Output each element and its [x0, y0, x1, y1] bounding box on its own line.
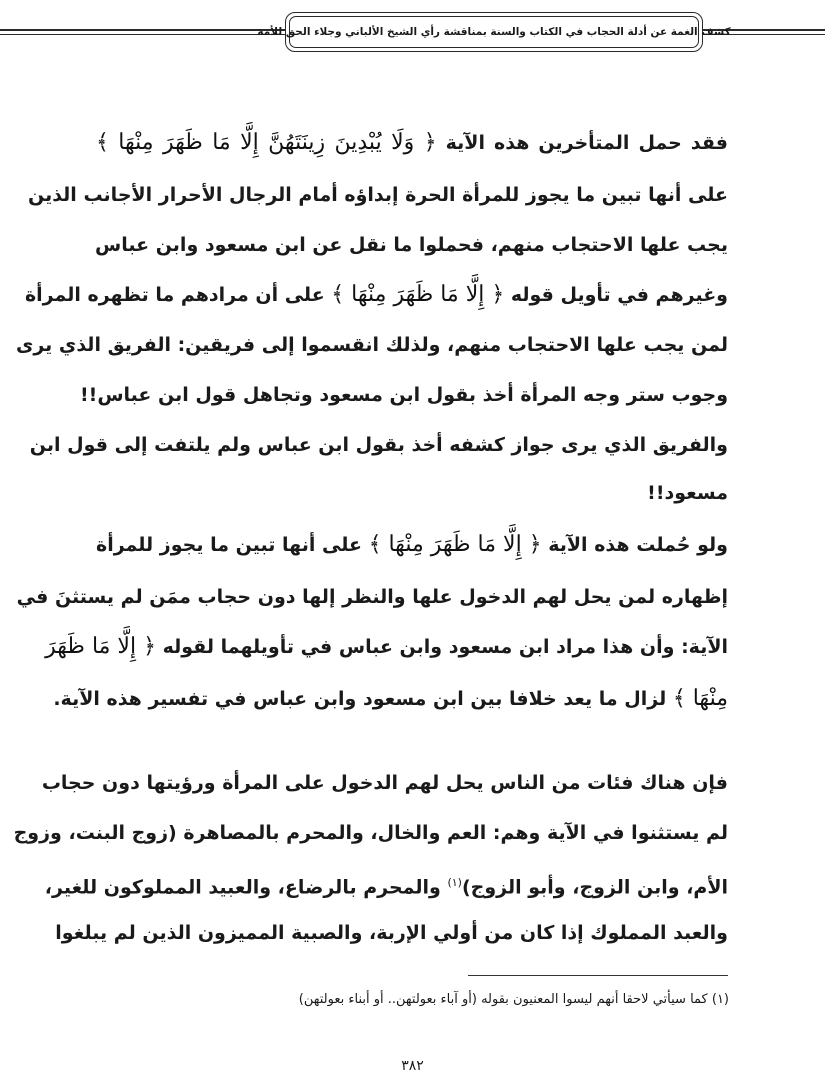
text-run: على أن مرادهم ما تظهره المرأة	[24, 284, 332, 306]
header-rule-left	[0, 29, 285, 31]
text-line	[45, 632, 728, 662]
text-run: وجوب ستر وجه المرأة أخذ بقول ابن مسعود وتجاهل قول ابن عباس!!	[79, 384, 728, 406]
text-run: والمحرم بالرضاع، والعبيد المملوكون للغير،	[44, 876, 448, 899]
text-line	[41, 768, 728, 798]
quran-verse: ﴿ إِلَّا مَا ظَهَرَ مِنْهَا ﴾	[331, 282, 505, 307]
text-line	[96, 230, 728, 260]
footnote-rule	[468, 975, 728, 976]
text-run: فإن هناك فئات من الناس يحل لهم الدخول على المرأة ورؤيتها دون حجاب	[41, 772, 728, 794]
text-run: يجب علها الاحتجاب منهم، فحملوا ما نقل عن ابن مسعود وابن عباس	[95, 234, 728, 256]
text-run: الآية: وأن هذا مراد ابن مسعود وابن عباس في تأويلهما لقوله	[155, 636, 728, 658]
text-run: على أنها تبين ما يجوز للمرأة الحرة إبداؤه أمام الرجال الأحرار الأجانب الذين	[27, 184, 728, 206]
text-line	[16, 582, 728, 612]
footnote: (١) كما سيأتي لاحقا أنهم ليسوا المعنيون بقوله (أو آباء بعولتهن.. أو أبناء بعولتهن)	[298, 992, 729, 1007]
quran-verse: ﴿ إِلَّا مَا ظَهَرَ مِنْهَا ﴾	[368, 532, 542, 557]
quran-verse: مِنْهَا ﴾	[672, 686, 728, 711]
text-run: الأم، وابن الزوج، وأبو الزوج)	[461, 876, 728, 899]
text-line	[13, 818, 728, 848]
text-line	[96, 478, 728, 508]
text-line	[96, 128, 728, 158]
page-number: ٣٨٢	[401, 1058, 424, 1074]
text-run: مسعود!!	[647, 482, 728, 504]
text-line	[29, 430, 728, 460]
text-run: إظهاره لمن يحل لهم الدخول علها والنظر إلها دون حجاب ممَن لم يستثنَ في	[16, 586, 728, 608]
text-line	[53, 684, 728, 714]
quran-verse: ﴿ وَلَا يُبْدِينَ زِينَتَهُنَّ إِلَّا مَا ظَهَرَ مِنْهَا ﴾	[96, 130, 437, 155]
text-run: فقد حمل المتأخرين هذه الآية	[436, 132, 728, 154]
text-run: على أنها تبين ما يجوز للمرأة	[96, 534, 369, 556]
header-rule-left-thin	[0, 34, 285, 35]
text-line	[27, 180, 728, 210]
text-line	[44, 868, 728, 899]
running-header	[257, 12, 731, 52]
running-title: كشف الغمة عن أدلة الحجاب في الكتاب والسنة بمناقشة رأي الشيخ الألباني وجلاء الحق للأمة	[257, 26, 731, 38]
text-run: وغيرهم في تأويل قوله	[504, 284, 728, 306]
text-run: والعبد المملوك إذا كان من أولي الإربة، والصبية المميزون الذين لم يبلغوا	[55, 922, 728, 944]
text-line	[96, 530, 728, 560]
text-run: لزال ما يعد خلافا بين ابن مسعود وابن عباس في تفسير هذه الآية.	[53, 688, 673, 710]
text-line	[55, 918, 728, 948]
text-line	[15, 330, 728, 360]
footnote-marker: (١)	[447, 876, 462, 889]
text-run: ولو حُملت هذه الآية	[541, 534, 728, 556]
text-run: لم يستثنوا في الآية وهم: العم والخال، والمحرم بالمصاهرة (زوج البنت، وزوج	[13, 822, 728, 844]
text-run: لمن يجب علها الاحتجاب منهم، ولذلك انقسموا إلى فريقين: الفريق الذي يرى	[15, 334, 728, 356]
quran-verse: ﴿ إِلَّا مَا ظَهَرَ	[45, 634, 156, 659]
text-line	[24, 280, 728, 310]
text-run: والفريق الذي يرى جواز كشفه أخذ بقول ابن عباس ولم يلتفت إلى قول ابن	[29, 434, 728, 456]
text-line	[79, 380, 728, 410]
